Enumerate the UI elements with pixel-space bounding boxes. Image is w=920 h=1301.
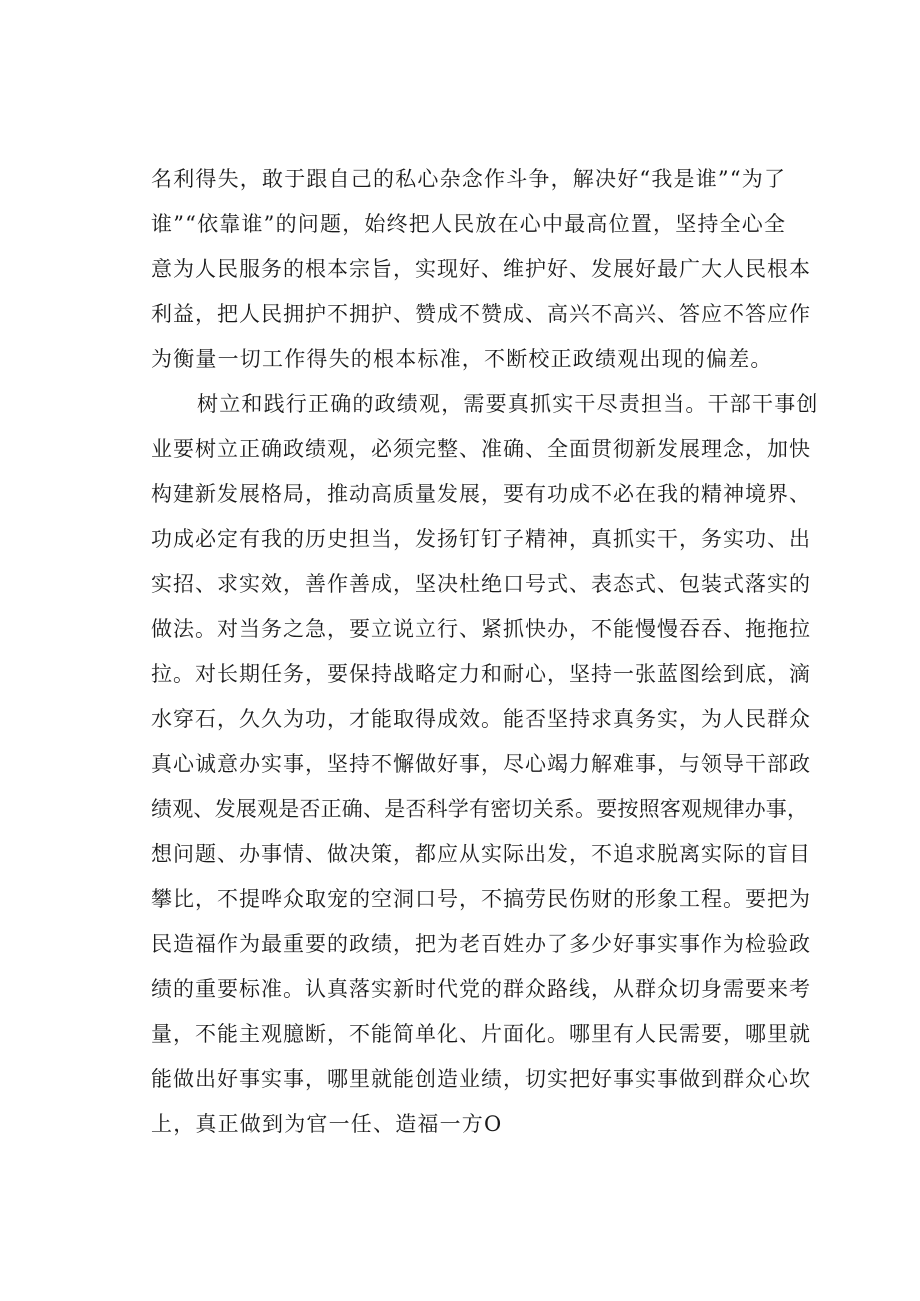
text-line: 攀比，不提哗众取宠的空洞口号，不搞劳民伤财的形象工程。要把为	[151, 887, 811, 911]
text-line: 做法。对当务之急，要立说立行、紧抓快办，不能慢慢吞吞、拖拖拉	[151, 617, 811, 641]
text-line: 构建新发展格局，推动高质量发展，要有功成不必在我的精神境界、	[151, 482, 811, 506]
text-line: 实招、求实效，善作善成，坚决杜绝口号式、表态式、包装式落实的	[151, 572, 811, 596]
text-line: 量，不能主观臆断，不能简单化、片面化。哪里有人民需要，哪里就	[151, 1022, 811, 1046]
text-line: 名利得失，敢于跟自己的私心杂念作斗争，解决好“我是谁”“为了	[151, 167, 787, 191]
text-line: 利益，把人民拥护不拥护、赞成不赞成、高兴不高兴、答应不答应作	[151, 302, 811, 326]
text-line: 想问题、办事情、做决策，都应从实际出发，不追求脱离实际的盲目	[151, 842, 811, 866]
text-line: 上，真正做到为官一任、造福一方O	[151, 1112, 503, 1136]
text-line: 意为人民服务的根本宗旨，实现好、维护好、发展好最广大人民根本	[151, 257, 811, 281]
text-line: 绩的重要标准。认真落实新时代党的群众路线，从群众切身需要来考	[151, 977, 811, 1001]
text-line: 真心诚意办实事，坚持不懈做好事，尽心竭力解难事，与领导干部政	[151, 752, 811, 776]
text-line: 水穿石，久久为功，才能取得成效。能否坚持求真务实，为人民群众	[151, 707, 811, 731]
text-line: 能做出好事实事，哪里就能创造业绩，切实把好事实事做到群众心坎	[151, 1067, 811, 1091]
text-line: 拉。对长期任务，要保持战略定力和耐心，坚持一张蓝图绘到底，滴	[151, 662, 811, 686]
text-line: 业要树立正确政绩观，必须完整、准确、全面贯彻新发展理念，加快	[151, 437, 811, 461]
paragraph-first-line: 树立和践行正确的政绩观，需要真抓实干尽责担当。干部干事创	[197, 392, 819, 416]
text-line: 民造福作为最重要的政绩，把为老百姓办了多少好事实事作为检验政	[151, 932, 811, 956]
text-line: 为衡量一切工作得失的根本标准，不断校正政绩观出现的偏差。	[151, 347, 773, 371]
text-line: 绩观、发展观是否正确、是否科学有密切关系。要按照客观规律办事，	[151, 797, 809, 821]
text-line: 谁”“依靠谁”的问题，始终把人民放在心中最高位置，坚持全心全	[151, 212, 787, 236]
text-line: 功成必定有我的历史担当，发扬钉钉子精神，真抓实干，务实功、出	[151, 527, 811, 551]
